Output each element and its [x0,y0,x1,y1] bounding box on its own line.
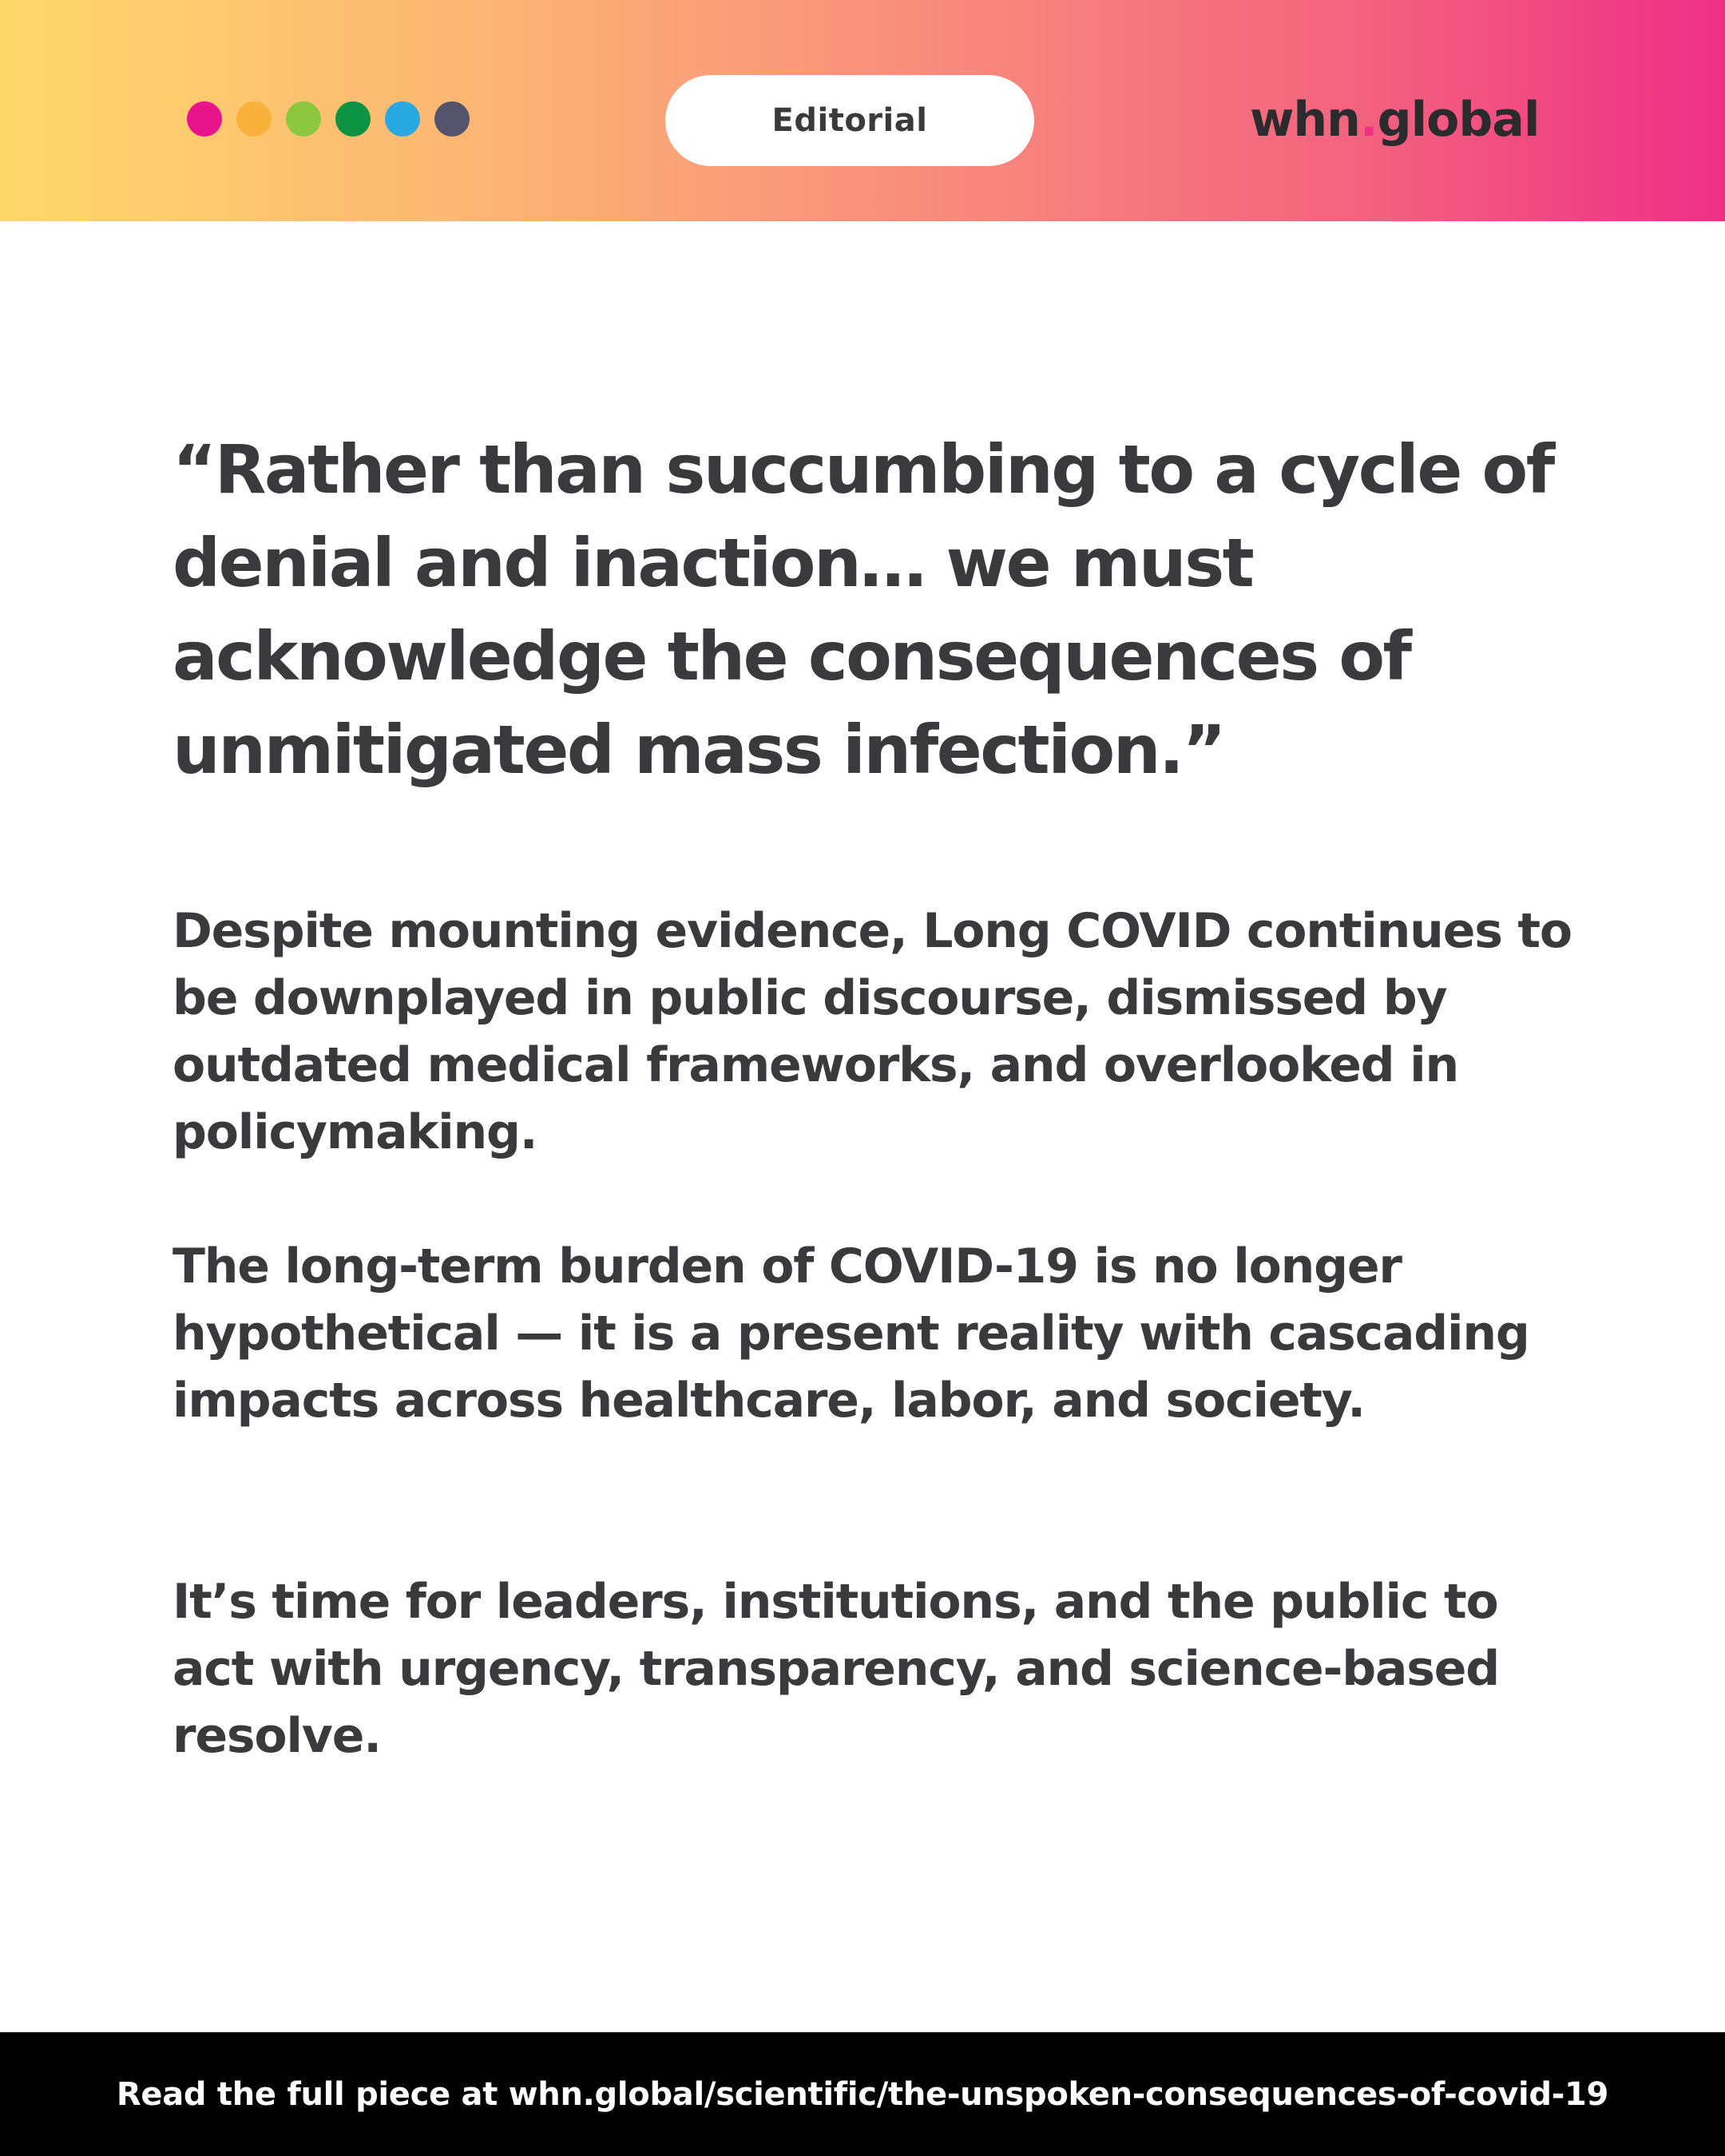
header-banner [0,0,1725,221]
color-dot-icon [434,101,470,137]
color-dot-icon [286,101,321,137]
color-dot-icon [385,101,420,137]
color-dot-icon [335,101,371,137]
editorial-badge-label: Editorial [771,102,928,139]
color-dots [187,101,470,138]
footer-bar [0,2032,1725,2156]
paragraph: It’s time for leaders, institutions, and the public to act with urgency, transparency, and science-based resolve. [172,1574,1500,1764]
brand-logo-part1: whn [1250,92,1360,148]
footer-link[interactable]: Read the full piece at whn.global/scientific/the-unspoken-consequences-of-covid-19 [116,2075,1609,2113]
paragraph: The long-term burden of COVID-19 is no longer hypothetical — it is a present reality with cascading impacts across healthcare, labor, and society. [172,1239,1529,1429]
color-dot-icon [187,101,222,137]
color-dot-icon [236,101,272,137]
editorial-badge [665,75,1034,166]
pull-quote: “Rather than succumbing to a cycle of denial and inaction… we must acknowledge the consequences of unmitigated mass infection.” [172,430,1553,789]
brand-logo-dot: . [1359,92,1378,148]
paragraph: Despite mounting evidence, Long COVID continues to be downplayed in public discourse, dismissed by outdated medical frameworks, and overlooked in policymaking. [172,903,1572,1160]
brand-logo-part2: global [1377,92,1540,148]
brand-logo[interactable] [1250,86,1539,153]
